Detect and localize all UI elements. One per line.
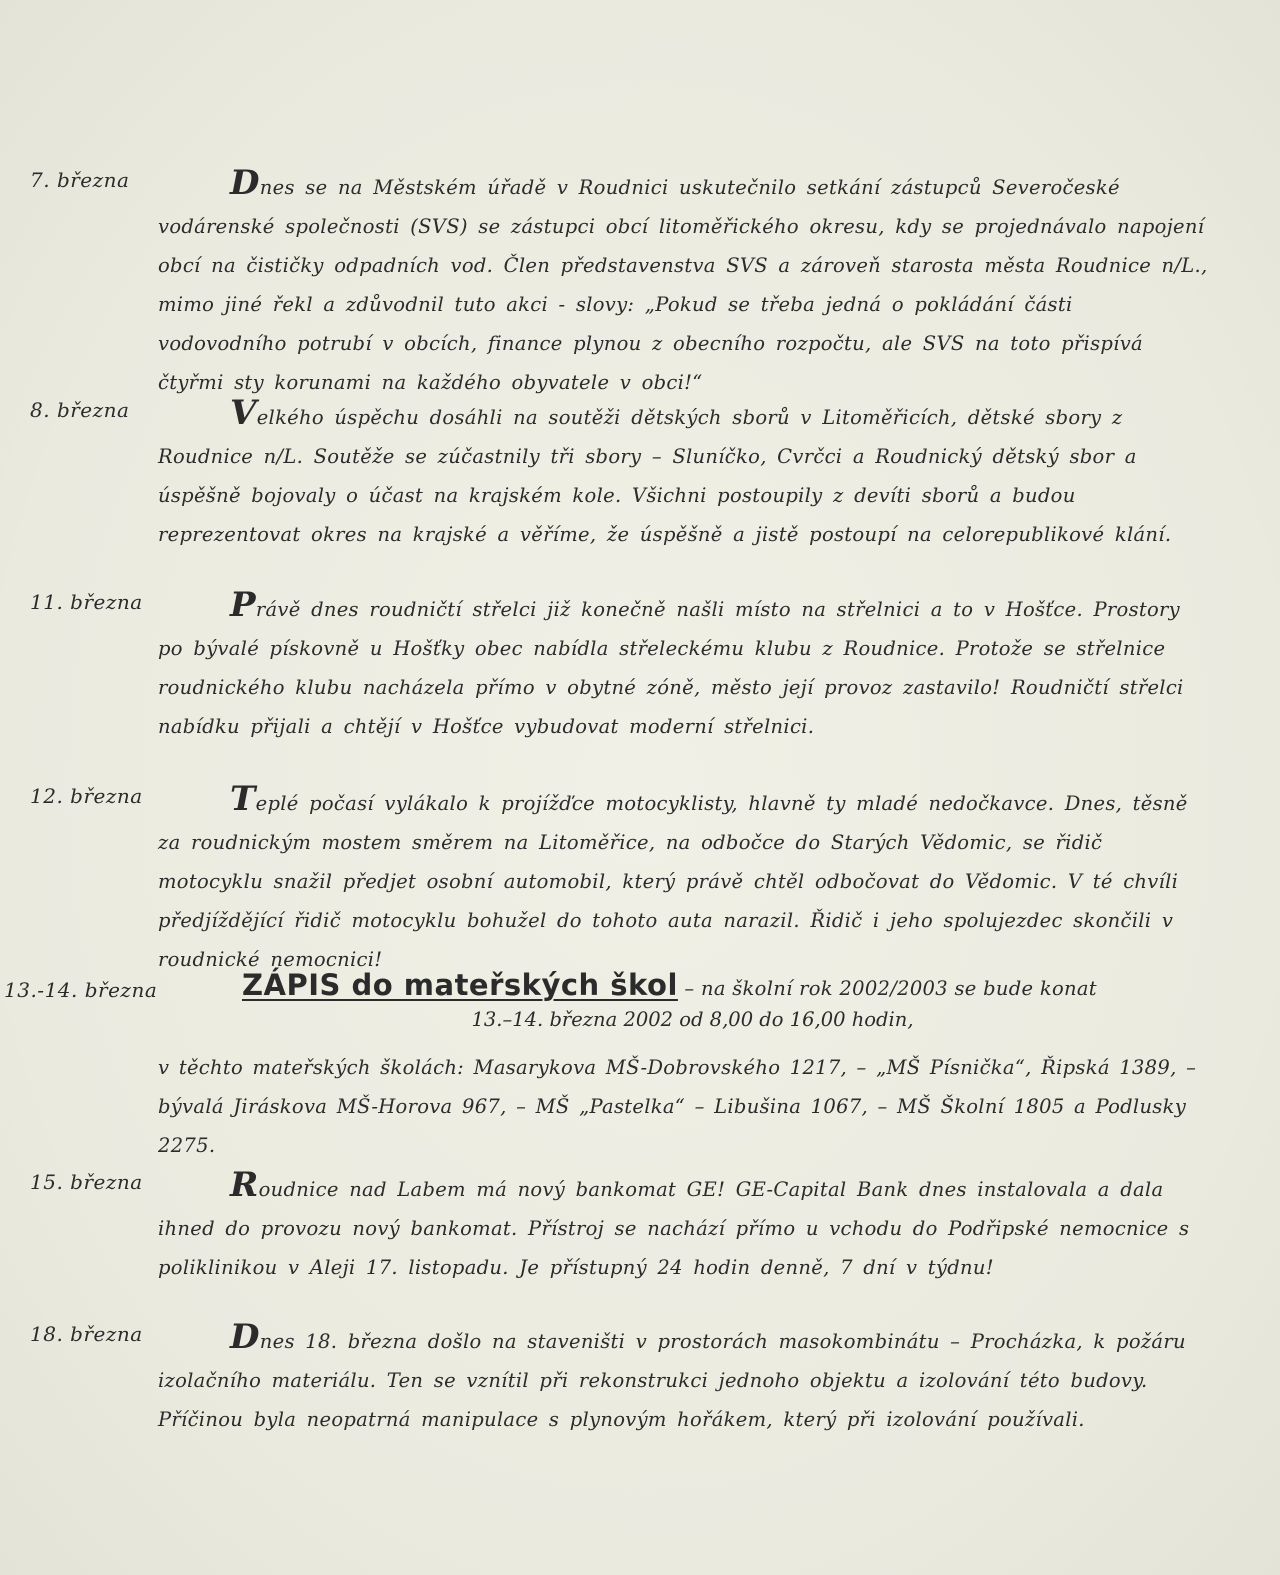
entry-initial: T xyxy=(230,779,256,819)
entry-text xyxy=(158,779,1208,979)
entry-initial: D xyxy=(230,1317,260,1357)
entry-date: 18. března xyxy=(30,1322,143,1346)
zapis-head-rest: – na školní rok 2002/2003 se bude konat xyxy=(677,977,1097,1000)
entry-text xyxy=(158,1317,1208,1439)
entry-date: 13.-14. března xyxy=(4,978,158,1002)
entry-initial: V xyxy=(230,393,257,433)
entry-initial: D xyxy=(230,163,260,203)
entry-text xyxy=(158,585,1208,746)
entry-date: 8. března xyxy=(30,398,130,422)
zapis-title: ZÁPIS do mateřských škol xyxy=(242,968,678,1002)
entry-text xyxy=(158,1165,1208,1287)
entry-body: oudnice nad Labem má nový bankomat GE! GE-Capital Bank dnes instalovala a dala ihned do provozu nový bankomat. Přístroj se nachází přímo u vchodu do Podřipské nemocnice s poliklinikou v Aleji 17. listopadu. Je přístupný 24 hodin denně, 7 dní v týdnu! xyxy=(158,1178,1190,1279)
entry-date: 12. března xyxy=(30,784,143,808)
entry-body: rávě dnes roudničtí střelci již konečně našli místo na střelnici a to v Hošťce. Prostory po bývalé pískovně u Hošťky obec nabídla střeleckému klubu z Roudnice. Protože se střelnice roudnického klubu nacházela přímo v obytné zóně, město její provoz zastavilo! Roudničtí střelci nabídku přijali a chtějí v Hošťce vybudovat moderní střelnici. xyxy=(158,598,1184,738)
entry-date: 7. března xyxy=(30,168,130,192)
zapis-body: v těchto mateřských školách: Masarykova MŠ-Dobrovského 1217, – „MŠ Písnička“, Řipská 1389, – bývalá Jiráskova MŠ-Horova 967, – MŠ „Pastelka“ – Libušina 1067, – MŠ Školní 1805 a Podlusky 2275. xyxy=(158,1056,1197,1157)
entry-text xyxy=(158,163,1208,402)
entry-body: nes 18. března došlo na staveništi v prostorách masokombinátu – Procházka, k požáru izolačního materiálu. Ten se vznítil při rekonstrukci jednoho objektu a izolování této budovy. Příčinou byla neopatrná manipulace s plynovým hořákem, který při izolování používali. xyxy=(158,1330,1186,1431)
zapis-heading xyxy=(242,968,1097,1002)
entry-date: 11. března xyxy=(30,590,143,614)
entry-initial: P xyxy=(230,585,256,625)
entry-body: elkého úspěchu dosáhli na soutěži dětských sborů v Litoměřicích, dětské sbory z Roudnice n/L. Soutěže se zúčastnily tři sbory – Sluníčko, Cvrčci a Roudnický dětský sbor a úspěšně bojovaly o účast na krajském kole. Všichni postoupily z devíti sborů a budou reprezentovat okres na krajské a věříme, že úspěšně a jistě postoupí na celorepublikové klání. xyxy=(158,406,1172,546)
zapis-date-time: 13.–14. března 2002 od 8,00 do 16,00 hodin, xyxy=(471,1008,914,1031)
entry-body: eplé počasí vylákalo k projížďce motocyklisty, hlavně ty mladé nedočkavce. Dnes, těsně za roudnickým mostem směrem na Litoměřice, na odbočce do Starých Vědomic, se řidič motocyklu snažil předjet osobní automobil, který právě chtěl odbočovat do Vědomic. V té chvíli předjíždějící řidič motocyklu bohužel do tohoto auta narazil. Řidič i jeho spolujezdec skončili v roudnické nemocnici! xyxy=(158,792,1188,971)
entry-body: nes se na Městském úřadě v Roudnici uskutečnilo setkání zástupců Severočeské vodárenské společnosti (SVS) se zástupci obcí litoměřického okresu, kdy se projednávalo napojení obcí na čističky odpadních vod. Člen představenstva SVS a zároveň starosta města Roudnice n/L., mimo jiné řekl a zdůvodnil tuto akci - slovy: „Pokud se třeba jedná o pokládání části vodovodního potrubí v obcích, finance plynou z obecního rozpočtu, ale SVS na toto přispívá čtyřmi sty korunami na každého obyvatele v obci!“ xyxy=(158,176,1208,394)
entry-initial: R xyxy=(230,1165,259,1205)
entry-text xyxy=(158,393,1208,554)
entry-date: 15. března xyxy=(30,1170,143,1194)
